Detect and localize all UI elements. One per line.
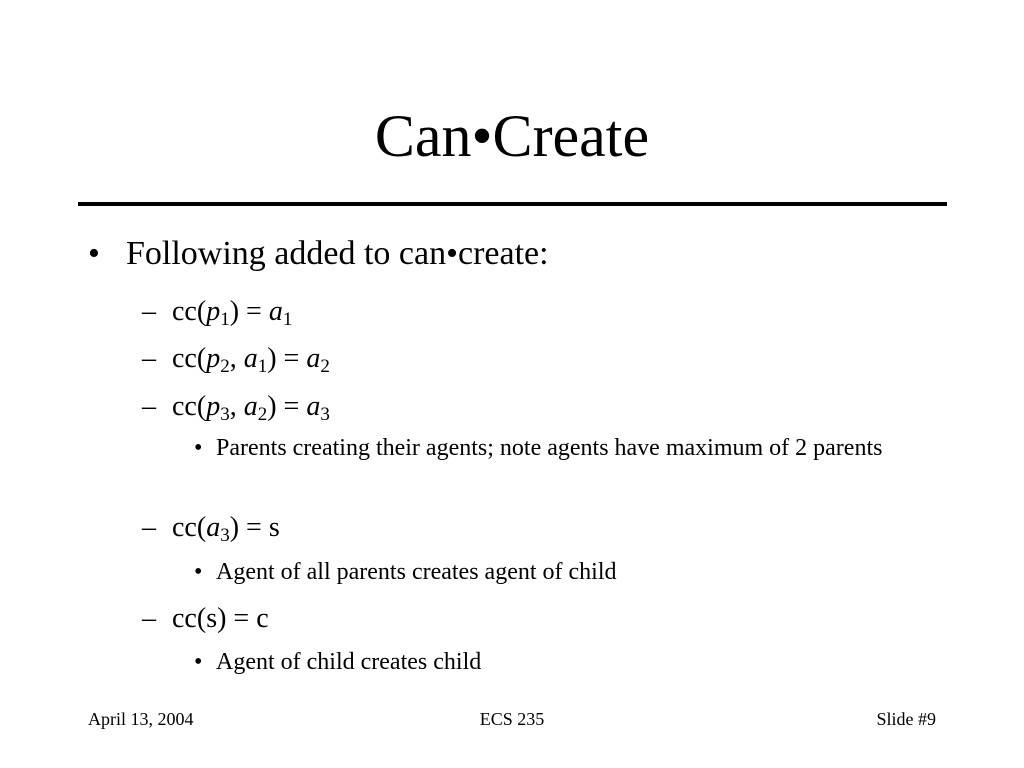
- dash-icon: –: [142, 343, 156, 374]
- dash-icon: –: [142, 296, 156, 327]
- arg2-var: a: [243, 391, 258, 422]
- slide-title: Can•Create: [374, 103, 650, 169]
- arg-subscript: 1: [220, 308, 230, 330]
- equals: =: [276, 391, 307, 422]
- result-subscript: 2: [320, 355, 330, 377]
- arg-var: p: [206, 343, 221, 374]
- paren-open: (: [196, 512, 207, 543]
- arg-var: p: [206, 391, 221, 422]
- result-value: s: [268, 512, 280, 543]
- dash-icon: –: [142, 603, 156, 634]
- bullet-icon: •: [194, 559, 203, 585]
- arg-subscript: 3: [220, 403, 230, 425]
- note-agent-of-all-parents: [194, 556, 936, 589]
- fn-name: cc: [172, 296, 197, 327]
- paren-close: ): [229, 512, 240, 543]
- rule-cc-p2-a1: [142, 342, 932, 384]
- rule-cc-p3-a2: [142, 390, 932, 432]
- equals: =: [276, 343, 307, 374]
- arg2-subscript: 2: [257, 403, 268, 425]
- result-subscript: 3: [320, 403, 330, 425]
- fn-name: cc: [172, 391, 197, 422]
- result-subscript: 1: [282, 308, 293, 330]
- note-parents-creating-agents: [194, 432, 936, 465]
- note-text: Agent of all parents creates agent of child: [216, 559, 617, 585]
- arg-subscript: 2: [220, 355, 230, 377]
- paren-close: ): [267, 391, 277, 422]
- separator: ,: [229, 391, 244, 422]
- bullet-icon: •: [194, 435, 203, 461]
- fn-name: cc: [172, 512, 197, 543]
- note-text: Agent of child creates child: [216, 649, 482, 675]
- dash-icon: –: [142, 391, 156, 422]
- arg2-subscript: 1: [257, 355, 268, 377]
- rule-cc-p1: [142, 295, 932, 337]
- paren-close: ): [229, 296, 240, 327]
- footer-slide-number: Slide #9: [876, 709, 936, 729]
- equals: =: [239, 512, 269, 543]
- arg-subscript: 3: [220, 524, 230, 546]
- fn-name: cc: [172, 343, 197, 374]
- bullet-following-added: [88, 232, 946, 276]
- result-var: a: [268, 296, 283, 327]
- equals: =: [226, 603, 257, 634]
- rule-cc-a3: [142, 511, 932, 553]
- paren-close: ): [217, 603, 227, 634]
- fn-name: cc: [172, 603, 197, 634]
- paren-open: (: [196, 603, 207, 634]
- footer-course: ECS 235: [479, 709, 545, 729]
- arg2-var: a: [243, 343, 258, 374]
- equals: =: [239, 296, 269, 327]
- arg-var: p: [206, 296, 221, 327]
- arg-value: s: [206, 603, 218, 634]
- arg-var: a: [206, 512, 221, 543]
- result-value: c: [256, 603, 269, 634]
- paren-open: (: [196, 391, 207, 422]
- footer-date: April 13, 2004: [88, 709, 194, 729]
- rule-cc-s: [142, 602, 932, 636]
- note-text: Parents creating their agents; note agents have maximum of 2 parents: [216, 435, 883, 461]
- result-var: a: [306, 391, 321, 422]
- note-agent-of-child: [194, 646, 936, 679]
- bullet-icon: •: [88, 235, 100, 272]
- bullet-icon: •: [194, 649, 203, 675]
- paren-close: ): [267, 343, 277, 374]
- bullet-text: Following added to can•create:: [126, 235, 549, 272]
- separator: ,: [229, 343, 244, 374]
- paren-open: (: [196, 296, 207, 327]
- dash-icon: –: [142, 512, 156, 543]
- result-var: a: [306, 343, 321, 374]
- paren-open: (: [196, 343, 207, 374]
